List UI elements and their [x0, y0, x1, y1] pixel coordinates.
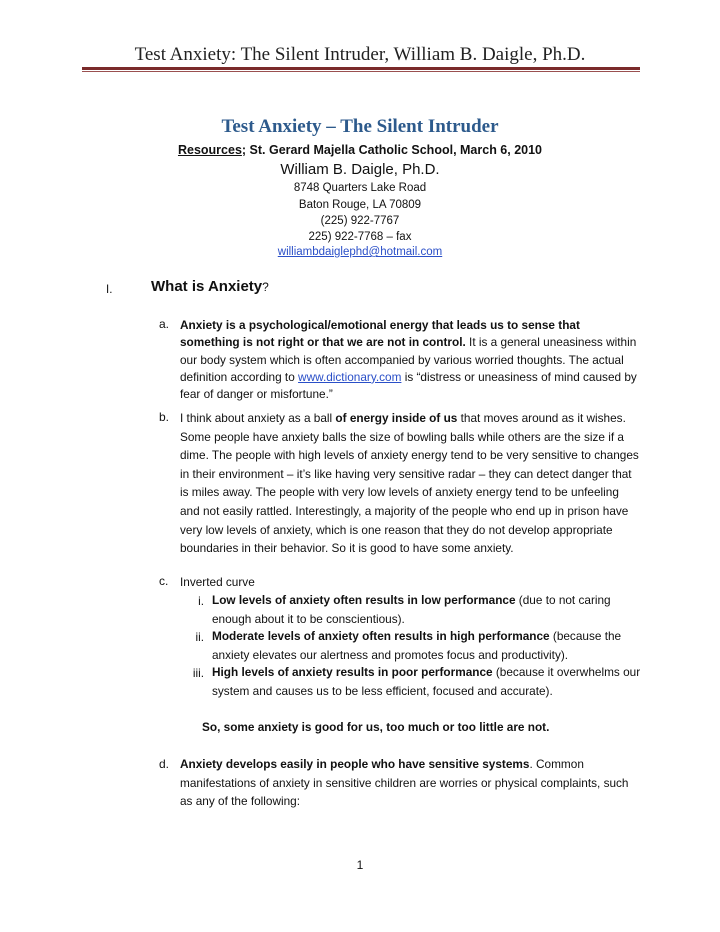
item-d-marker: d.: [159, 757, 170, 771]
subitem-i-text: (due to not caring enough about it to be conscientious).: [212, 593, 611, 626]
author-name: William B. Daigle, Ph.D.: [280, 161, 440, 178]
resources-label: Resources: [177, 143, 242, 157]
item-c-label: Inverted curve: [180, 575, 255, 589]
section-heading: [151, 278, 269, 295]
phone: (225) 922-7767: [320, 215, 400, 227]
address-line-2: Baton Rouge, LA 70809: [298, 199, 422, 211]
subitem-i-bold: Low levels of anxiety often results in low performance: [212, 593, 516, 607]
address-line-1: 8748 Quarters Lake Road: [293, 182, 427, 194]
subitem-ii: [212, 627, 642, 664]
dictionary-link[interactable]: www.dictionary.com: [298, 369, 402, 384]
item-b-text-1: I think about anxiety as a ball: [180, 411, 336, 425]
fax: 225) 922-7768 – fax: [308, 231, 412, 243]
document-title: Test Anxiety – The Silent Intruder: [221, 116, 499, 137]
item-a-text-after: is “distress or uneasiness of mind caused by fear of danger or misfortune.”: [180, 369, 637, 402]
header-rule: [82, 67, 640, 70]
running-header: Test Anxiety: The Silent Intruder, William B. Daigle, Ph.D.: [134, 44, 586, 65]
item-d-paragraph: [180, 755, 642, 811]
item-a-text: It is a general uneasiness within our body system which is often accompanied by various worried thoughts. The actual definition according to: [180, 335, 637, 384]
section-heading-suffix: ?: [262, 280, 269, 294]
subitem-ii-text: (because the anxiety elevates our alertness and promotes focus and productivity).: [212, 629, 622, 662]
inverted-curve-summary: So, some anxiety is good for us, too much or too little are not.: [202, 720, 550, 734]
subitem-iii-text: (because it overwhelms our system and causes us to be less efficient, focused and accurate).: [212, 665, 641, 698]
subitem-ii-bold: Moderate levels of anxiety often results in high performance: [212, 629, 550, 643]
subitem-iii: [212, 663, 642, 700]
section-numeral: I.: [106, 284, 113, 296]
item-d-text: . Common manifestations of anxiety in sensitive children are worries or physical complaints, such as any of the following:: [180, 757, 629, 809]
header-rule-thin: [82, 71, 640, 72]
item-b-bold: of energy inside of us: [335, 411, 458, 425]
email-line: [0, 246, 720, 258]
item-a-bold: Anxiety is a psychological/emotional energy that leads us to sense that something is not right or that we are not in control.: [180, 318, 580, 350]
page-number: 1: [356, 858, 364, 872]
subitem-i: [212, 591, 642, 628]
email-link[interactable]: williambdaiglephd@hotmail.com: [277, 246, 443, 258]
subitem-i-marker: i.: [198, 594, 204, 608]
section-heading-text: What is Anxiety: [151, 278, 263, 295]
item-a-paragraph: [180, 317, 640, 403]
subitem-ii-marker: ii.: [195, 630, 204, 644]
subitem-iii-bold: High levels of anxiety results in poor performance: [212, 665, 493, 679]
item-c-marker: c.: [159, 574, 169, 588]
resources-text: ; St. Gerard Majella Catholic School, March 6, 2010: [241, 143, 543, 157]
item-d-bold: Anxiety develops easily in people who have sensitive systems: [180, 757, 530, 771]
item-a-marker: a.: [159, 317, 170, 331]
resources-line: [0, 143, 720, 157]
item-b-marker: b.: [159, 410, 170, 424]
item-b-paragraph: [180, 409, 640, 558]
item-b-text-2: that moves around as it wishes. Some people have anxiety balls the size of bowling balls while others are the size if a dime. The people with high levels of anxiety energy tend to be very sensitive to changes in their environment – it’s like having very sensitive radar – they can detect danger that is miles away. The people with very low levels of anxiety energy tend to be unfeeling and not easily rattled. Interestingly, a majority of the people who end up in prison have very low levels of anxiety, which is one reason that they do not develop appropriate boundaries in their behavior. So it is good to have some anxiety.: [180, 411, 639, 556]
subitem-iii-marker: iii.: [192, 666, 204, 680]
